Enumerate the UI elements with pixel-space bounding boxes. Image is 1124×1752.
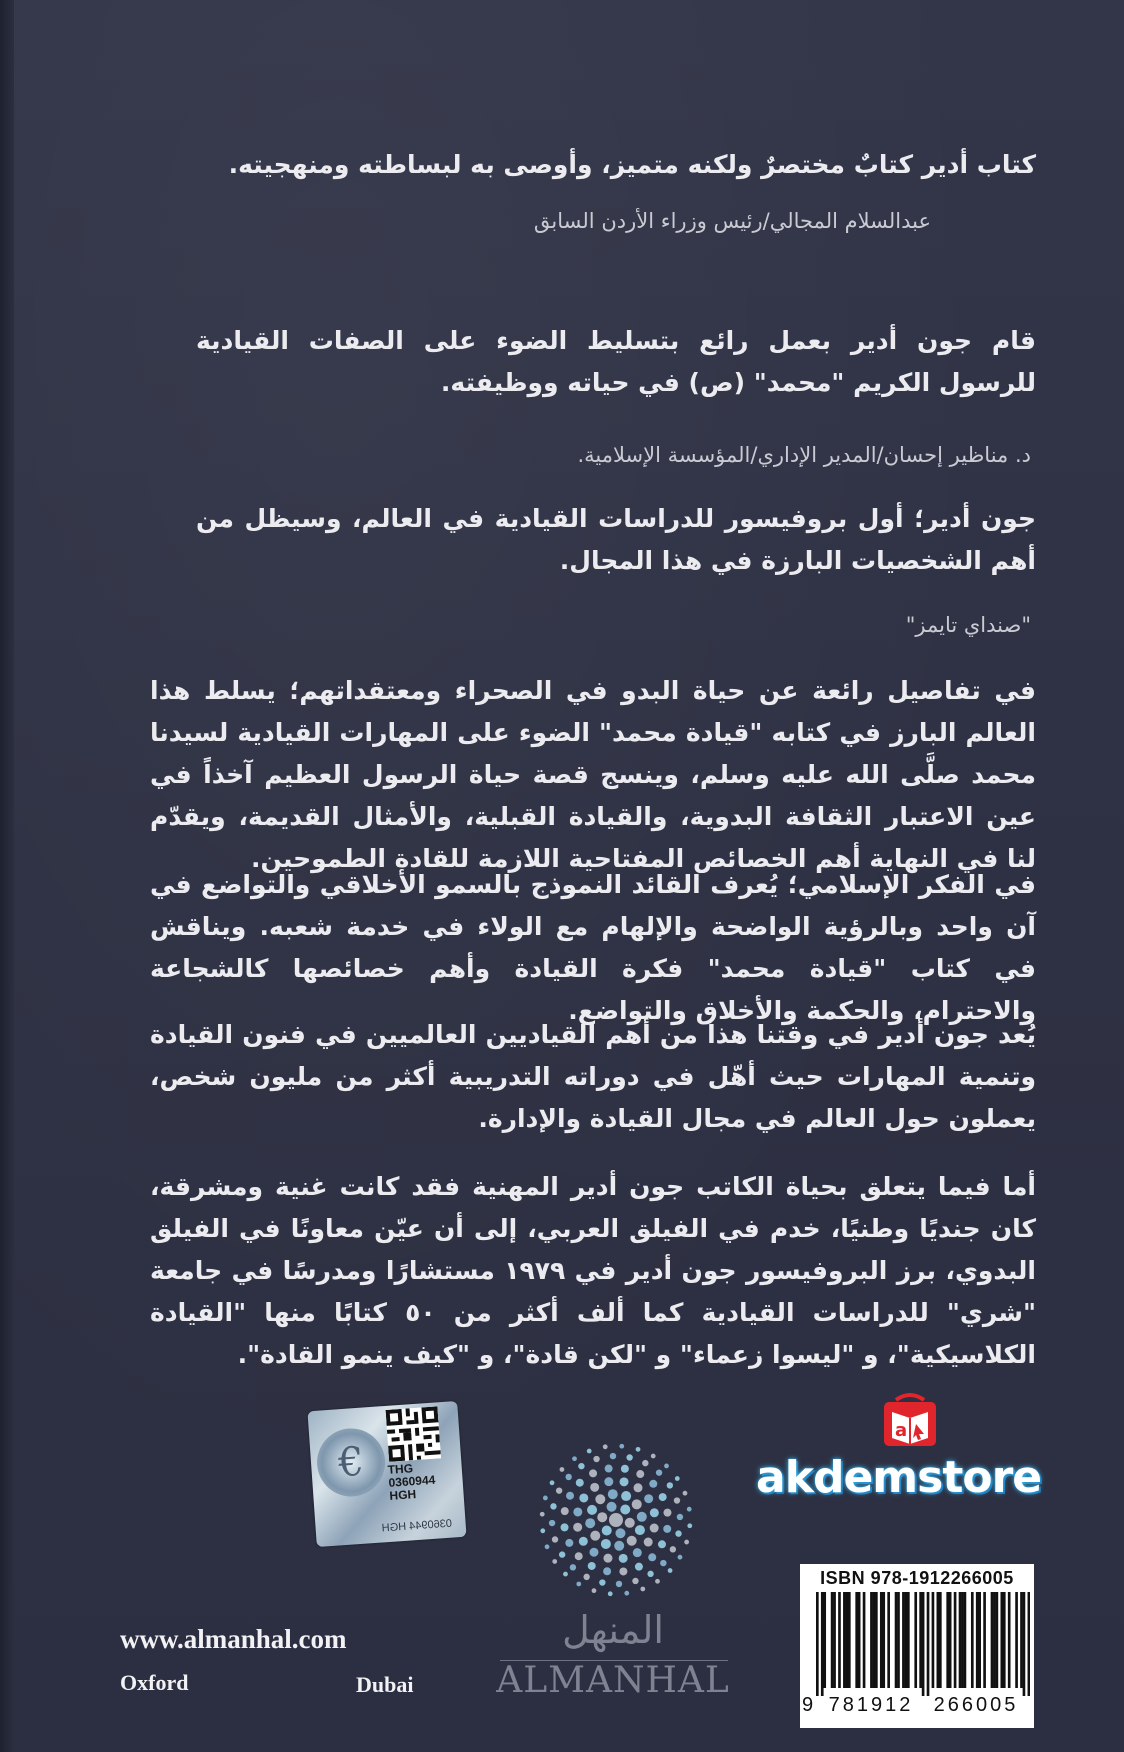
logo-dot bbox=[644, 1494, 653, 1503]
logo-dot bbox=[625, 1518, 635, 1528]
barcode-bar bbox=[905, 1592, 908, 1688]
barcode-bar bbox=[996, 1592, 999, 1688]
spine-edge bbox=[0, 0, 14, 1752]
logo-dot bbox=[575, 1552, 583, 1560]
logo-dot bbox=[663, 1509, 671, 1517]
logo-dot bbox=[635, 1525, 645, 1535]
barcode-bar bbox=[993, 1592, 996, 1688]
logo-dot bbox=[563, 1572, 568, 1577]
logo-dot bbox=[668, 1568, 673, 1573]
logo-dot bbox=[552, 1536, 558, 1542]
logo-dot bbox=[619, 1554, 628, 1563]
logo-dot bbox=[687, 1523, 692, 1528]
logo-dot bbox=[675, 1476, 680, 1481]
logo-dot bbox=[565, 1539, 573, 1547]
logo-dot bbox=[603, 1444, 608, 1449]
logo-dot bbox=[605, 1465, 613, 1473]
logo-dot bbox=[619, 1567, 627, 1575]
logo-dot bbox=[675, 1530, 681, 1536]
logo-dot bbox=[579, 1537, 588, 1546]
logo-dot bbox=[667, 1482, 673, 1488]
logo-dot bbox=[587, 1505, 597, 1515]
city-dubai: Dubai bbox=[356, 1672, 414, 1697]
barcode-bar bbox=[848, 1592, 851, 1688]
logo-dot bbox=[650, 1508, 659, 1517]
logo-dot bbox=[658, 1540, 666, 1548]
isbn-label: ISBN 978-1912266005 bbox=[820, 1568, 1014, 1588]
logo-dot bbox=[655, 1579, 660, 1584]
logo-dot bbox=[609, 1513, 623, 1527]
logo-dot bbox=[545, 1544, 550, 1549]
logo-dot bbox=[578, 1463, 584, 1469]
city-oxford: Oxford bbox=[120, 1670, 189, 1695]
logo-dot bbox=[599, 1579, 605, 1585]
barcode-bars bbox=[816, 1592, 1030, 1696]
barcode-bar bbox=[816, 1592, 819, 1696]
logo-dot bbox=[647, 1571, 653, 1577]
barcode-bar bbox=[959, 1592, 962, 1688]
logo-dot bbox=[583, 1574, 589, 1580]
publisher-website: www.almanhal.com bbox=[120, 1624, 347, 1654]
barcode-bar bbox=[1003, 1592, 1006, 1688]
logo-dot bbox=[632, 1499, 642, 1509]
logo-dot bbox=[640, 1587, 645, 1592]
logo-dot bbox=[636, 1447, 641, 1452]
logo-dot bbox=[636, 1470, 644, 1478]
logo-dot bbox=[637, 1512, 647, 1522]
logo-dot bbox=[674, 1497, 680, 1503]
barcode-bar bbox=[875, 1592, 878, 1688]
logo-dot bbox=[608, 1591, 613, 1596]
logo-dot bbox=[589, 1469, 597, 1477]
logo-dot bbox=[572, 1456, 577, 1461]
logo-dot bbox=[651, 1454, 656, 1459]
logo-dot bbox=[573, 1523, 582, 1532]
logo-dot bbox=[620, 1505, 630, 1515]
red-book-icon bbox=[878, 1390, 942, 1450]
barcode-bar bbox=[855, 1592, 858, 1688]
barcode-bar bbox=[833, 1592, 836, 1688]
logo-dot bbox=[624, 1591, 629, 1596]
logo-dot bbox=[684, 1540, 689, 1545]
barcode-bar bbox=[907, 1592, 910, 1688]
svg-text:a: a bbox=[895, 1420, 908, 1441]
logo-dot bbox=[664, 1464, 669, 1469]
barcode-bar bbox=[919, 1592, 922, 1688]
logo-dot bbox=[608, 1489, 618, 1499]
barcode-bar bbox=[858, 1592, 861, 1688]
description-paragraph-3: يُعد جون أدير في وقتنا هذا من أهم القياديين العالميين في فنون القيادة وتنمية المهارات حيث أهّل في دوراته التدريبية أكثر من مليون شخص، يعملون حول العالم في مجال القيادة والإدارة. bbox=[150, 1020, 1036, 1133]
barcode-bar bbox=[882, 1592, 885, 1688]
barcode-bar bbox=[954, 1592, 957, 1688]
sticker-code-line-1: THG bbox=[387, 1461, 414, 1477]
publisher-name-arabic: المنهل bbox=[562, 1608, 664, 1652]
logo-dot bbox=[677, 1514, 683, 1520]
barcode-bar bbox=[870, 1592, 873, 1688]
logo-dot bbox=[632, 1578, 638, 1584]
logo-dot bbox=[576, 1479, 584, 1487]
logo-dot bbox=[660, 1560, 666, 1566]
barcode-bar bbox=[897, 1592, 900, 1688]
logo-dot bbox=[616, 1581, 622, 1587]
logo-dot bbox=[621, 1465, 629, 1473]
barcode-bar bbox=[1015, 1592, 1018, 1688]
logo-dot bbox=[559, 1551, 565, 1557]
isbn-digits-group-1: 781912 bbox=[828, 1694, 914, 1716]
barcode-bar bbox=[991, 1592, 994, 1688]
logo-dot bbox=[633, 1548, 642, 1557]
logo-dot bbox=[683, 1491, 688, 1496]
endorsement-quote-3: جون أدير؛ أول بروفيسور للدراسات القيادية في العالم، وسيظل من أهم الشخصيات البارزة في هذا المجال. bbox=[196, 504, 1036, 575]
logo-dot bbox=[659, 1493, 667, 1501]
barcode-bar bbox=[949, 1592, 952, 1688]
logo-dot bbox=[649, 1480, 657, 1488]
store-watermark-name: akdemstore bbox=[756, 1452, 1042, 1503]
logo-dot bbox=[602, 1525, 612, 1535]
logo-dot bbox=[576, 1582, 581, 1587]
logo-dot bbox=[587, 1449, 592, 1454]
logo-dot bbox=[588, 1562, 596, 1570]
logo-dot bbox=[615, 1528, 625, 1538]
barcode-bar bbox=[821, 1592, 824, 1696]
logo-dot bbox=[590, 1483, 599, 1492]
logo-dot bbox=[635, 1563, 643, 1571]
logo-dot bbox=[620, 1477, 629, 1486]
logo-dot bbox=[579, 1493, 588, 1502]
logo-dot bbox=[607, 1502, 617, 1512]
logo-dot bbox=[573, 1507, 582, 1516]
isbn-digit-first: 9 bbox=[802, 1694, 814, 1716]
barcode-bar bbox=[939, 1592, 942, 1688]
endorsement-author-1: عبدالسلام المجالي/رئيس وزراء الأردن السابق bbox=[533, 209, 931, 233]
barcode-bar bbox=[983, 1592, 986, 1688]
endorsement-author-3: "صنداي تايمز" bbox=[905, 613, 1031, 637]
logo-dot bbox=[650, 1524, 659, 1533]
logo-dot bbox=[614, 1541, 624, 1551]
logo-dot bbox=[590, 1531, 600, 1541]
logo-dot bbox=[687, 1507, 692, 1512]
logo-dot bbox=[597, 1512, 607, 1522]
logo-dot bbox=[663, 1525, 671, 1533]
logo-dot bbox=[561, 1523, 569, 1531]
barcode-bar bbox=[895, 1592, 898, 1688]
logo-dot bbox=[644, 1538, 653, 1547]
barcode-bar bbox=[1008, 1592, 1011, 1688]
logo-dot bbox=[626, 1454, 632, 1460]
barcode-bar bbox=[863, 1592, 866, 1688]
barcode-bar bbox=[937, 1592, 940, 1688]
sticker-mirror-text: 0360944 HGH bbox=[381, 1517, 453, 1535]
barcode-bar bbox=[831, 1592, 834, 1688]
logo-dot bbox=[566, 1492, 574, 1500]
barcode-bar bbox=[873, 1592, 876, 1688]
logo-dot bbox=[678, 1555, 683, 1560]
sticker-code-line-2: 0360944 bbox=[388, 1472, 436, 1490]
logo-dot bbox=[604, 1477, 613, 1486]
barcode-bar bbox=[971, 1592, 974, 1688]
barcode-bar bbox=[927, 1592, 930, 1696]
barcode-bar bbox=[1020, 1592, 1023, 1688]
logo-dot bbox=[549, 1520, 555, 1526]
barcode-bar bbox=[946, 1592, 949, 1688]
description-paragraph-4: أما فيما يتعلق بحياة الكاتب جون أدير المهنية فقد كانت غنية ومشرقة، كان جنديًا وطنيًا، خدم في الفيلق العربي، إلى أن عيّن معاونًا في الفيلق البدوي، برز البروفيسور جون أدير في ١٩٧٩ مستشارًا ومدرسًا في جامعة "شري" للدراسات القيادية كما ألف أكثر من ٥٠ كتابًا منها "القيادة الكلاسيكية"، و "ليسوا زعماء" و "لكن قادة"، و "كيف ينمو القادة". bbox=[150, 1172, 1036, 1369]
barcode-bar bbox=[902, 1592, 905, 1688]
logo-dot bbox=[543, 1496, 548, 1501]
isbn-digits-group-2: 266005 bbox=[933, 1694, 1019, 1716]
endorsement-quote-1: كتاب أدير كتابٌ مختصرٌ ولكنه متميز، وأوصى به لبساطته ومنهجيته. bbox=[228, 150, 1036, 179]
barcode-bar bbox=[1028, 1592, 1030, 1696]
barcode-bar bbox=[1000, 1592, 1003, 1688]
logo-dot bbox=[642, 1460, 648, 1466]
logo-dot bbox=[550, 1503, 556, 1509]
barcode-bar bbox=[961, 1592, 964, 1688]
logo-dot bbox=[560, 1467, 565, 1472]
barcode-bar bbox=[922, 1592, 925, 1696]
almanhal-logo-icon bbox=[536, 1440, 696, 1600]
hologram-sticker bbox=[307, 1401, 466, 1547]
logo-dot bbox=[540, 1512, 545, 1517]
logo-dot bbox=[670, 1546, 676, 1552]
barcode-bar bbox=[964, 1592, 967, 1688]
logo-dot bbox=[589, 1548, 598, 1557]
logo-dot bbox=[619, 1444, 624, 1449]
endorsement-author-2: د. مناظير إحسان/المدير الإداري/المؤسسة الإسلامية. bbox=[577, 443, 1031, 467]
logo-dot bbox=[565, 1474, 571, 1480]
logo-dot bbox=[621, 1491, 631, 1501]
logo-dot bbox=[540, 1528, 545, 1533]
logo-dot bbox=[592, 1588, 597, 1593]
logo-dot bbox=[570, 1564, 576, 1570]
logo-dot bbox=[603, 1554, 612, 1563]
barcode-bar bbox=[838, 1592, 841, 1688]
description-paragraph-2: في الفكر الإسلامي؛ يُعرف القائد النموذج بالسمو الأخلاقي والتواضع في آن واحد وبالرؤية الواضحة والإلهام مع الولاء في خدمة شعبه. ويناقش في كتاب "قيادة محمد" فكرة القيادة وأهم خصائصها كالشجاعة والاحترام، والحكمة والأخلاق والتواضع. bbox=[150, 870, 1036, 1025]
logo-dot bbox=[627, 1536, 637, 1546]
logo-dot bbox=[634, 1483, 643, 1492]
logo-dot bbox=[550, 1480, 555, 1485]
logo-dot bbox=[595, 1494, 605, 1504]
barcode-bar bbox=[976, 1592, 979, 1688]
barcode-bar bbox=[880, 1592, 883, 1688]
publisher-name-english: ALMANHAL bbox=[496, 1660, 730, 1701]
logo-dot bbox=[610, 1453, 616, 1459]
logo-dot bbox=[601, 1539, 611, 1549]
endorsement-quote-2: قام جون أدير بعمل رائع بتسليط الضوء على الصفات القيادية للرسول الكريم "محمد" (ص) في حياته ووظيفته. bbox=[196, 326, 1036, 397]
logo-dot bbox=[552, 1559, 557, 1564]
barcode-bar bbox=[887, 1592, 890, 1688]
logo-dot bbox=[648, 1553, 656, 1561]
barcode-bar bbox=[846, 1592, 849, 1688]
logo-dot bbox=[556, 1487, 562, 1493]
barcode-bar bbox=[843, 1592, 846, 1688]
description-paragraph-1: في تفاصيل رائعة عن حياة البدو في الصحراء ومعتقداتهم؛ يسلط هذا العالم البارز في كتابه "قيادة محمد" الضوء على المهارات القيادية لسيدنا محمد صلَّى الله عليه وسلم، وينسج قصة حياة الرسول العظيم آخذاً في عين الاعتبار الثقافة البدوية، والقيادة القبلية، والأمثال القديمة، ويقدّم لنا في النهاية أهم الخصائص المفتاحية اللازمة للقادة الطموحين. bbox=[150, 676, 1036, 873]
logo-dot bbox=[656, 1469, 662, 1475]
hologram-emblem-icon: € bbox=[315, 1426, 388, 1499]
barcode-bar bbox=[823, 1592, 826, 1688]
barcode-bar bbox=[978, 1592, 981, 1688]
barcode-bar bbox=[914, 1592, 917, 1688]
barcode-bar bbox=[932, 1592, 935, 1688]
barcode-bar bbox=[1023, 1592, 1026, 1696]
logo-dot bbox=[603, 1567, 611, 1575]
sticker-code-line-3: HGH bbox=[389, 1487, 417, 1503]
logo-dot bbox=[585, 1518, 595, 1528]
logo-dot bbox=[561, 1507, 569, 1515]
isbn-barcode bbox=[800, 1564, 1034, 1728]
qr-code-icon bbox=[386, 1406, 442, 1462]
logo-dot bbox=[593, 1456, 599, 1462]
